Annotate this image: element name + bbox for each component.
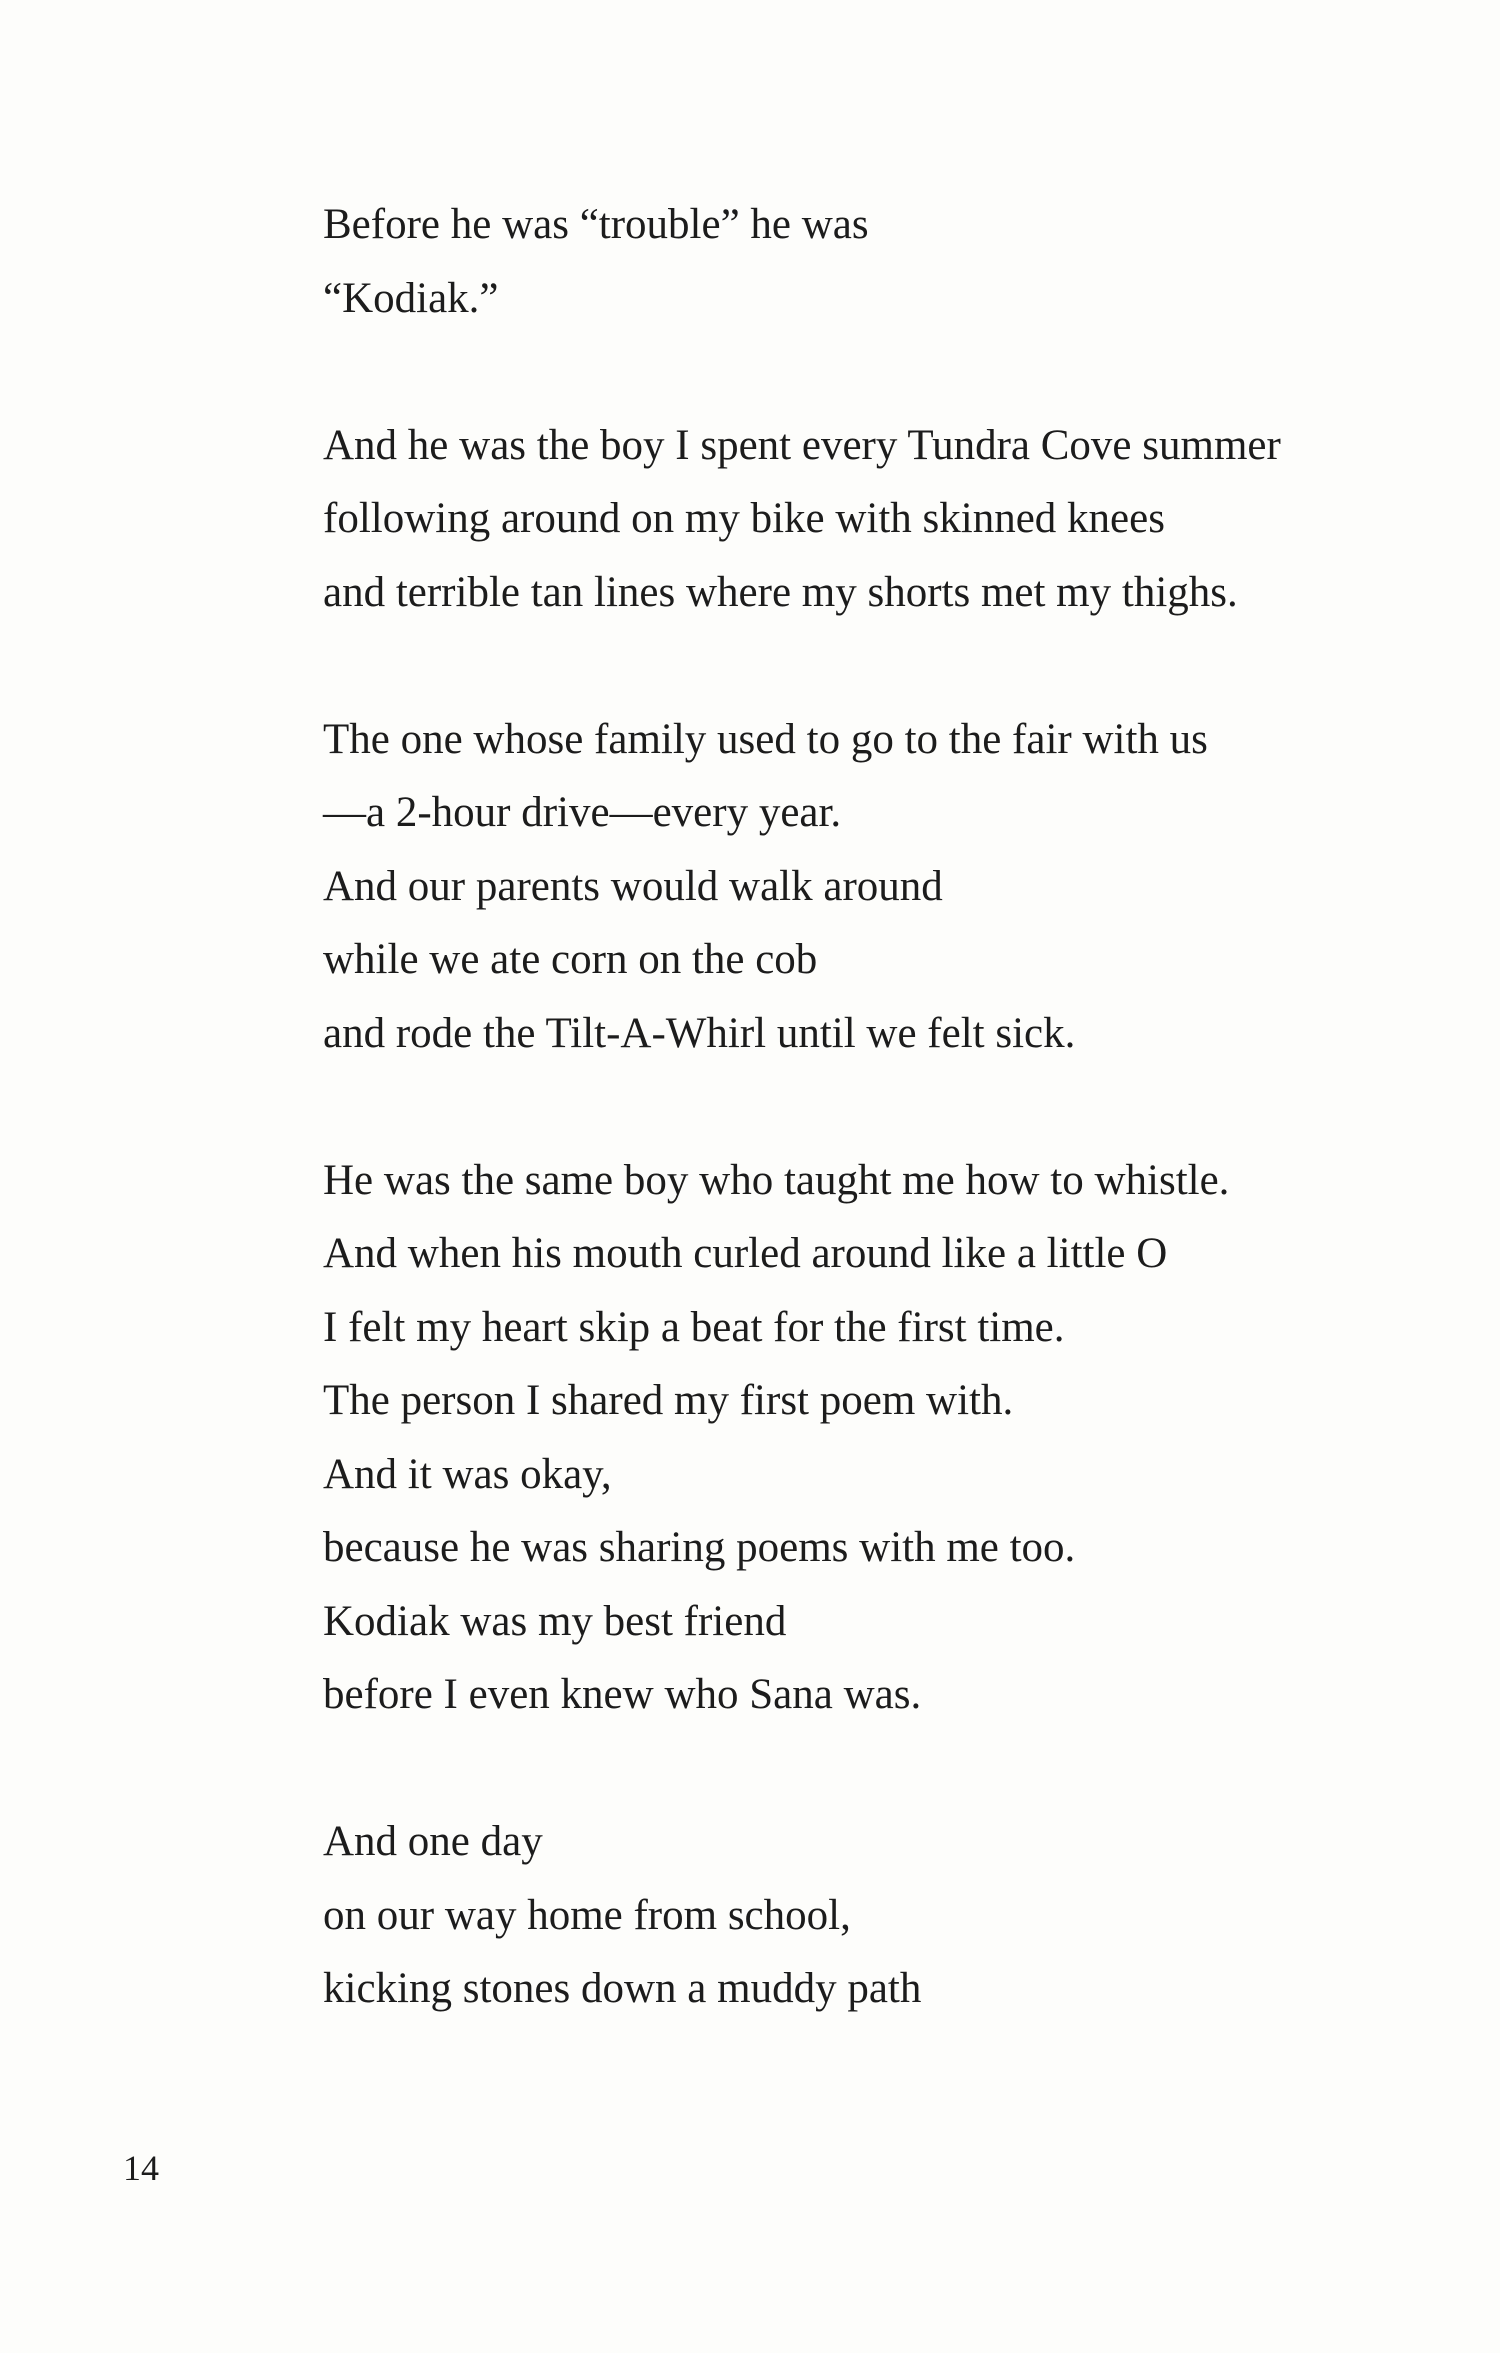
stanza-break — [323, 335, 1373, 409]
poem-line: Kodiak was my best friend — [323, 1597, 787, 1645]
poem-line: Before he was “trouble” he was — [323, 201, 869, 248]
stanza-3 — [323, 703, 1373, 1071]
stanza-2 — [323, 409, 1373, 630]
page-number: 14 — [123, 2148, 159, 2188]
poem-line: And our parents would walk around — [323, 862, 943, 910]
stanza-break — [323, 1070, 1373, 1144]
poem-line: because he was sharing poems with me too. — [323, 1524, 1076, 1571]
poem-line: and rode the Tilt-A-Whirl until we felt sick. — [323, 1009, 1076, 1057]
stanza-4 — [323, 1144, 1373, 1732]
poem-line: “Kodiak.” — [323, 274, 499, 322]
stanza-1 — [323, 188, 1373, 335]
poem-text — [323, 188, 1373, 2026]
poem-line: kicking stones down a muddy path — [323, 1965, 922, 2012]
poem-line: And one day — [323, 1818, 543, 1865]
poem-line: I felt my heart skip a beat for the first time. — [323, 1303, 1065, 1351]
stanza-break — [323, 1732, 1373, 1806]
poem-line: The person I shared my first poem with. — [323, 1377, 1014, 1424]
stanza-5 — [323, 1805, 1373, 2026]
poem-line: He was the same boy who taught me how to whistle. — [323, 1156, 1230, 1204]
poem-line: while we ate corn on the cob — [323, 936, 818, 983]
poem-line: And when his mouth curled around like a little O — [323, 1230, 1168, 1277]
poem-line: and terrible tan lines where my shorts met my thighs. — [323, 568, 1238, 616]
poem-line: following around on my bike with skinned knees — [323, 495, 1165, 542]
poem-line: before I even knew who Sana was. — [323, 1671, 922, 1718]
poem-line: —a 2-hour drive—every year. — [323, 789, 842, 836]
poem-line: on our way home from school, — [323, 1891, 851, 1939]
poem-line: The one whose family used to go to the fair with us — [323, 715, 1208, 763]
poem-line: And he was the boy I spent every Tundra Cove summer — [323, 421, 1281, 469]
stanza-break — [323, 629, 1373, 703]
poem-line: And it was okay, — [323, 1450, 612, 1498]
